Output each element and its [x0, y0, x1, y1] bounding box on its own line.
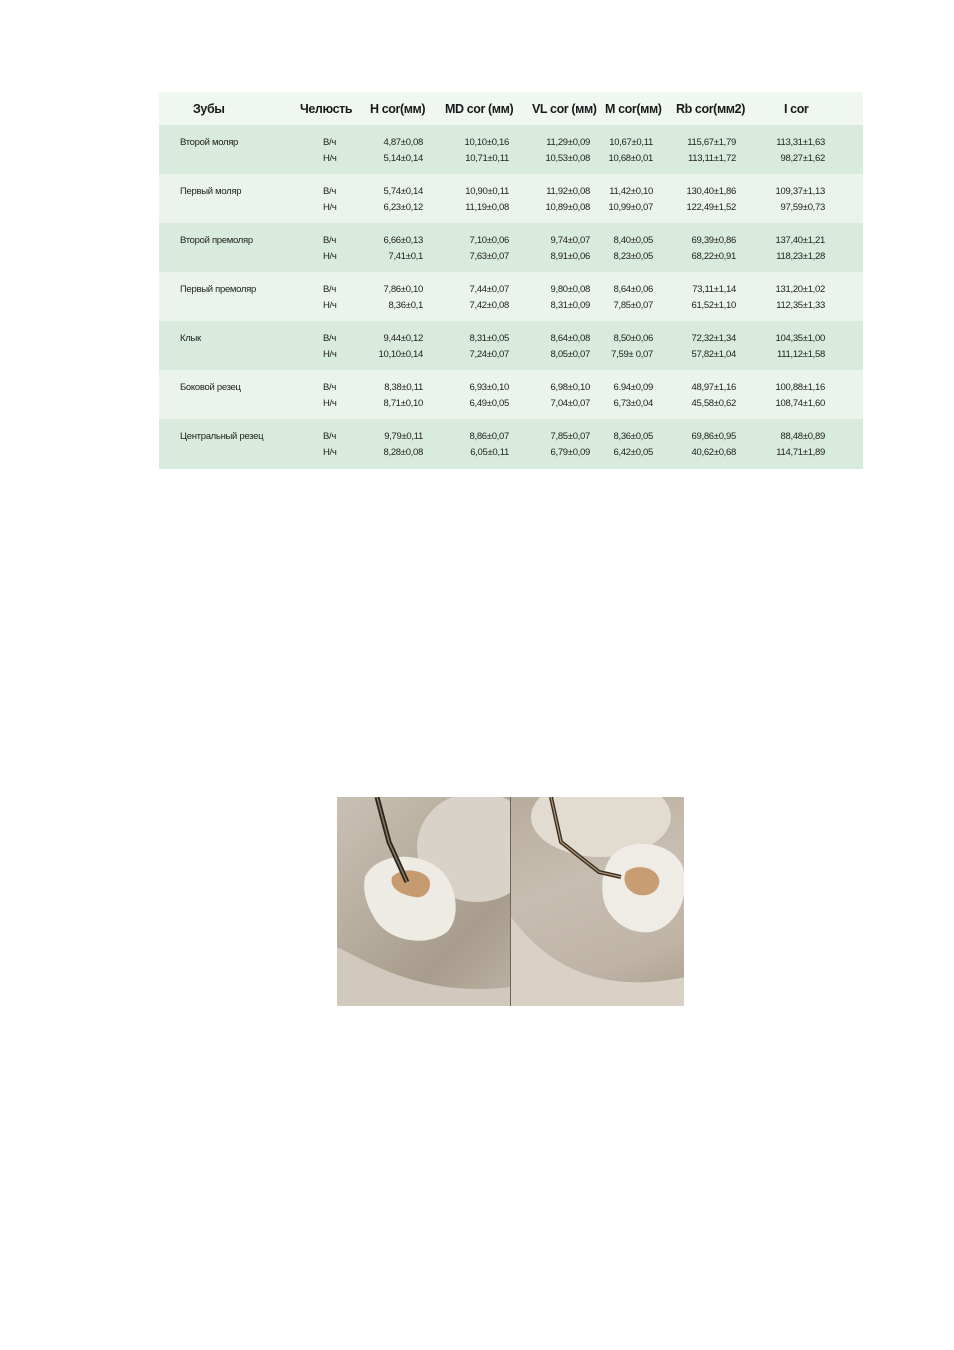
jaw-cell: В/ч [323, 235, 337, 246]
vl-cor-cell: 11,29±0,09 [546, 137, 590, 148]
header-i-cor: I cor [784, 102, 809, 116]
tooth-name-cell: Центральный резец [180, 431, 264, 442]
md-cor-cell: 6,49±0,05 [469, 398, 509, 409]
header-m-cor: M cor(мм) [605, 102, 662, 116]
i-cor-cell: 104,35±1,00 [775, 333, 825, 344]
i-cor-cell: 113,31±1,63 [776, 137, 825, 148]
rb-cor-cell: 113,11±1,72 [687, 153, 736, 164]
rb-cor-cell: 57,82±1,04 [691, 349, 736, 360]
header-rb-cor: Rb cor(мм2) [676, 102, 745, 116]
i-cor-cell: 109,37±1,13 [775, 186, 825, 197]
photo-panel-right [510, 797, 684, 1006]
md-cor-cell: 7,24±0,07 [469, 349, 509, 360]
rb-cor-cell: 69,39±0,86 [691, 235, 736, 246]
i-cor-cell: 112,35±1,33 [776, 300, 825, 311]
m-cor-cell: 6.94±0,09 [613, 382, 653, 393]
h-cor-cell: 9,79±0,11 [384, 431, 423, 442]
table-row [159, 321, 863, 370]
jaw-cell: Н/ч [323, 447, 337, 458]
tooth-name-cell: Боковой резец [180, 382, 241, 393]
header-jaw: Челюсть [300, 102, 353, 116]
m-cor-cell: 11,42±0,10 [609, 186, 653, 197]
tooth-name-cell: Первый премоляр [180, 284, 257, 295]
md-cor-cell: 7,63±0,07 [469, 251, 509, 262]
m-cor-cell: 10,68±0,01 [608, 153, 653, 164]
rb-cor-cell: 40,62±0,68 [691, 447, 736, 458]
i-cor-cell: 137,40±1,21 [775, 235, 825, 246]
header-tooth: Зубы [193, 102, 225, 116]
tooth-name-cell: Клык [180, 333, 201, 344]
table-row [159, 419, 863, 469]
dental-photo [337, 797, 684, 1006]
vl-cor-cell: 6,98±0,10 [550, 382, 590, 393]
tooth-with-instrument-image-left [337, 797, 510, 1006]
h-cor-cell: 7,41±0,1 [388, 251, 423, 262]
jaw-cell: В/ч [323, 431, 337, 442]
teeth-measurements-table [159, 92, 863, 468]
header-md-cor: MD cor (мм) [445, 102, 514, 116]
md-cor-cell: 10,10±0,16 [464, 137, 509, 148]
vl-cor-cell: 9,74±0,07 [550, 235, 590, 246]
i-cor-cell: 88,48±0,89 [780, 431, 825, 442]
h-cor-cell: 9,44±0,12 [383, 333, 423, 344]
h-cor-cell: 8,38±0,11 [384, 382, 423, 393]
vl-cor-cell: 8,05±0,07 [550, 349, 590, 360]
md-cor-cell: 11,19±0,08 [465, 202, 509, 213]
rb-cor-cell: 45,58±0,62 [691, 398, 736, 409]
header-h-cor: H cor(мм) [370, 102, 426, 116]
vl-cor-cell: 11,92±0,08 [546, 186, 590, 197]
vl-cor-cell: 8,91±0,06 [550, 251, 590, 262]
m-cor-cell: 7,85±0,07 [613, 300, 653, 311]
m-cor-cell: 8,64±0,06 [613, 284, 653, 295]
h-cor-cell: 6,66±0,13 [383, 235, 423, 246]
md-cor-cell: 8,86±0,07 [469, 431, 509, 442]
vl-cor-cell: 10,89±0,08 [545, 202, 590, 213]
md-cor-cell: 10,90±0,11 [465, 186, 509, 197]
rb-cor-cell: 61,52±1,10 [691, 300, 736, 311]
h-cor-cell: 5,74±0,14 [383, 186, 423, 197]
m-cor-cell: 6,73±0,04 [613, 398, 653, 409]
i-cor-cell: 98,27±1,62 [780, 153, 825, 164]
h-cor-cell: 5,14±0,14 [383, 153, 423, 164]
m-cor-cell: 8,23±0,05 [613, 251, 653, 262]
tooth-with-instrument-image-right [511, 797, 684, 1006]
i-cor-cell: 111,12±1,58 [776, 349, 825, 360]
i-cor-cell: 97,59±0,73 [780, 202, 825, 213]
m-cor-cell: 10,67±0,11 [609, 137, 653, 148]
m-cor-cell: 7,59± 0,07 [611, 349, 653, 360]
jaw-cell: Н/ч [323, 153, 337, 164]
h-cor-cell: 6,23±0,12 [383, 202, 423, 213]
i-cor-cell: 100,88±1,16 [775, 382, 825, 393]
rb-cor-cell: 48,97±1,16 [691, 382, 736, 393]
vl-cor-cell: 9,80±0,08 [550, 284, 590, 295]
table-row [159, 223, 863, 272]
h-cor-cell: 8,36±0,1 [388, 300, 423, 311]
i-cor-cell: 108,74±1,60 [775, 398, 825, 409]
rb-cor-cell: 73,11±1,14 [692, 284, 736, 295]
rb-cor-cell: 115,67±1,79 [687, 137, 736, 148]
vl-cor-cell: 7,04±0,07 [550, 398, 590, 409]
rb-cor-cell: 68,22±0,91 [691, 251, 736, 262]
jaw-cell: В/ч [323, 333, 337, 344]
m-cor-cell: 10,99±0,07 [608, 202, 653, 213]
md-cor-cell: 7,44±0,07 [469, 284, 509, 295]
jaw-cell: Н/ч [323, 251, 337, 262]
h-cor-cell: 4,87±0,08 [383, 137, 423, 148]
vl-cor-cell: 8,64±0,08 [550, 333, 590, 344]
md-cor-cell: 8,31±0,05 [469, 333, 509, 344]
vl-cor-cell: 7,85±0,07 [550, 431, 590, 442]
jaw-cell: Н/ч [323, 300, 337, 311]
m-cor-cell: 8,40±0,05 [613, 235, 653, 246]
h-cor-cell: 8,71±0,10 [383, 398, 423, 409]
rb-cor-cell: 69,86±0,95 [691, 431, 736, 442]
table-body [159, 125, 863, 469]
md-cor-cell: 10,71±0,11 [465, 153, 509, 164]
md-cor-cell: 6,93±0,10 [469, 382, 509, 393]
jaw-cell: В/ч [323, 137, 337, 148]
header-vl-cor: VL cor (мм) [532, 102, 597, 116]
md-cor-cell: 7,42±0,08 [469, 300, 509, 311]
tooth-name-cell: Второй моляр [180, 137, 239, 148]
jaw-cell: В/ч [323, 382, 337, 393]
vl-cor-cell: 10,53±0,08 [545, 153, 590, 164]
jaw-cell: Н/ч [323, 349, 337, 360]
h-cor-cell: 10,10±0,14 [378, 349, 423, 360]
tooth-name-cell: Второй премоляр [180, 235, 253, 246]
m-cor-cell: 8,36±0,05 [613, 431, 653, 442]
rb-cor-cell: 122,49±1,52 [686, 202, 736, 213]
i-cor-cell: 114,71±1,89 [776, 447, 825, 458]
table-row [159, 272, 863, 321]
md-cor-cell: 6,05±0,11 [470, 447, 509, 458]
table-row [159, 125, 863, 174]
jaw-cell: В/ч [323, 284, 337, 295]
jaw-cell: Н/ч [323, 398, 337, 409]
jaw-cell: В/ч [323, 186, 337, 197]
m-cor-cell: 6,42±0,05 [613, 447, 653, 458]
md-cor-cell: 7,10±0,06 [469, 235, 509, 246]
tooth-name-cell: Первый моляр [180, 186, 242, 197]
i-cor-cell: 118,23±1,28 [776, 251, 825, 262]
table-row [159, 174, 863, 223]
h-cor-cell: 7,86±0,10 [383, 284, 423, 295]
jaw-cell: Н/ч [323, 202, 337, 213]
table-row [159, 370, 863, 419]
vl-cor-cell: 8,31±0,09 [550, 300, 590, 311]
h-cor-cell: 8,28±0,08 [383, 447, 423, 458]
i-cor-cell: 131,20±1,02 [775, 284, 825, 295]
m-cor-cell: 8,50±0,06 [613, 333, 653, 344]
photo-panel-left [337, 797, 510, 1006]
vl-cor-cell: 6,79±0,09 [550, 447, 590, 458]
rb-cor-cell: 130,40±1,86 [686, 186, 736, 197]
rb-cor-cell: 72,32±1,34 [691, 333, 736, 344]
table-header [159, 92, 863, 125]
